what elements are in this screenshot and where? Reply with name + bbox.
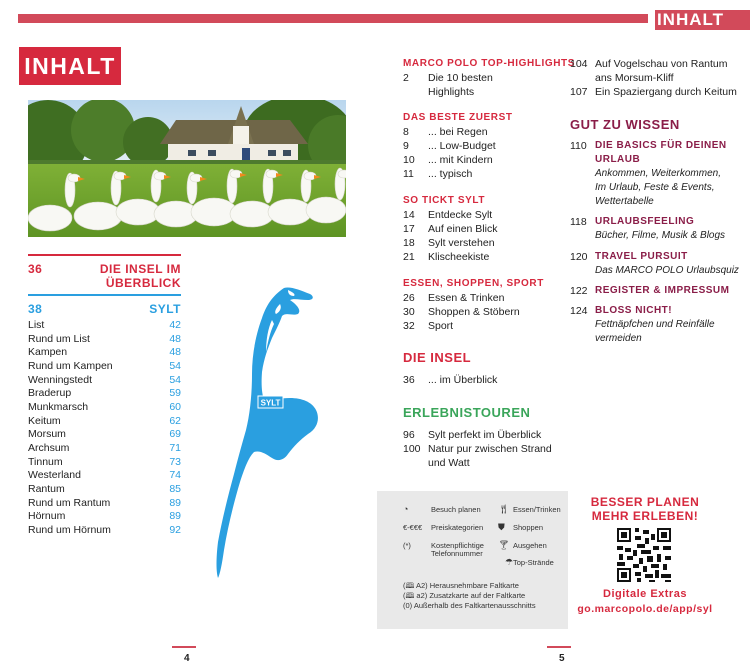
heading-so-tickt-sylt: SO TICKT SYLT (403, 195, 486, 206)
list-item[interactable]: 96 Sylt perfekt im Überblick (403, 429, 542, 441)
cocktail-glass-icon: 🍸︎ (498, 540, 510, 550)
section-title-line1: DIE INSEL IM (99, 262, 181, 276)
heading-erlebnistouren: ERLEBNISTOUREN (403, 405, 531, 420)
legend-note-1: (🕮 A2) Herausnehmbare Faltkarte (403, 581, 519, 590)
legend-shoppen: Shoppen (513, 523, 544, 532)
list-item[interactable]: 9 ... Low-Budget (403, 140, 496, 152)
list-item[interactable]: Westerland 74 (28, 469, 181, 481)
palm-tree-icon: ☂ (505, 557, 514, 567)
list-item[interactable]: List 42 (28, 319, 181, 331)
list-item[interactable]: Wenningstedt 54 (28, 374, 181, 386)
legend-preis-symbol: €-€€€ (403, 523, 423, 532)
list-item[interactable]: 120 TRAVEL PURSUIT Das MARCO POLO Urlaubsquiz (570, 251, 739, 276)
sylt-map (210, 282, 330, 582)
list-item[interactable]: 18 Sylt verstehen (403, 237, 495, 249)
divider-blue (28, 294, 181, 296)
section-title-line2: ÜBERBLICK (105, 276, 181, 290)
header-tab (655, 10, 750, 30)
list-item[interactable]: 30 Shoppen & Stöbern (403, 306, 520, 318)
page-number-right: 5 (559, 653, 565, 664)
list-item[interactable]: Rund um Hörnum 92 (28, 524, 181, 536)
list-item[interactable]: 104 Auf Vogelschau von Rantum ans Morsum-Kliff (570, 58, 728, 84)
legend-box (377, 491, 568, 629)
legend-ausgehen: Ausgehen (513, 541, 547, 550)
section-num-38: 38 (28, 302, 43, 316)
legend-essen: Essen/Trinken (513, 505, 561, 514)
list-item[interactable]: 122 REGISTER & IMPRESSUM (570, 285, 730, 297)
list-item[interactable]: 14 Entdecke Sylt (403, 209, 493, 221)
list-item[interactable]: 17 Auf einen Blick (403, 223, 498, 235)
divider-red (28, 254, 181, 256)
page-line-right (547, 646, 571, 648)
section-num-36: 36 (28, 262, 43, 276)
legend-kosten-line1: Kostenpflichtige (431, 541, 484, 550)
section-title-sylt: SYLT (149, 302, 181, 316)
header-tab-label: INHALT (656, 10, 724, 29)
list-item[interactable]: Braderup 59 (28, 387, 181, 399)
list-item[interactable]: Rund um List 48 (28, 333, 181, 345)
heading-top-highlights: MARCO POLO TOP-HIGHLIGHTS (403, 58, 576, 69)
page-line-left (172, 646, 196, 648)
page-number-left: 4 (184, 653, 190, 664)
legend-note-3: (0) Außerhalb des Faltkartenausschnitts (403, 601, 536, 610)
list-item[interactable]: 21 Klischeekiste (403, 251, 490, 263)
top-bar-left (18, 14, 648, 23)
list-item[interactable]: Archsum 71 (28, 442, 181, 454)
promo-digital-extras: Digitale Extras (603, 588, 687, 600)
list-item[interactable]: 2 Die 10 besten Highlights (403, 72, 493, 98)
promo-line1: BESSER PLANEN (590, 495, 700, 509)
clock-icon: ◔ (403, 504, 409, 514)
list-item[interactable]: Rantum 85 (28, 483, 181, 495)
heading-essen-shoppen-sport: ESSEN, SHOPPEN, SPORT (403, 278, 544, 289)
legend-kosten-symbol: (*) (403, 541, 411, 550)
list-item[interactable]: Rund um Rantum 89 (28, 497, 181, 509)
promo-line2: MEHR ERLEBEN! (591, 509, 699, 523)
list-item[interactable]: 110 DIE BASICS FÜR DEINEN URLAUB Ankommen, Weiterkommen, Im Urlaub, Feste & Events, Wettertabelle (570, 140, 727, 207)
list-item[interactable]: 107 Ein Spaziergang durch Keitum (570, 86, 737, 98)
list-item[interactable]: Hörnum 89 (28, 510, 181, 522)
legend-besuch: Besuch planen (431, 505, 481, 514)
list-item[interactable]: 118 URLAUBSFEELING Bücher, Filme, Musik & Blogs (570, 216, 726, 241)
list-item[interactable]: Rund um Kampen 54 (28, 360, 181, 372)
legend-kosten-line2: Telefonnummer (431, 549, 483, 558)
list-item[interactable]: 124 BLOSS NICHT! Fettnäpfchen und Reinfälle vermeiden (570, 305, 715, 344)
list-item[interactable]: 100 Natur pur zwischen Strand und Watt (403, 443, 552, 469)
heading-die-insel: DIE INSEL (403, 350, 472, 365)
inhalt-title-box (19, 47, 121, 85)
list-item[interactable]: Kampen 48 (28, 346, 181, 358)
sylt-island-shape (217, 287, 318, 578)
list-item[interactable]: 11 ... typisch (403, 168, 473, 180)
cutlery-icon: 🍴︎ (498, 504, 510, 514)
heading-gut-zu-wissen: GUT ZU WISSEN (570, 117, 680, 132)
legend-preis: Preiskategorien (431, 523, 484, 532)
heading-das-beste-zuerst: DAS BESTE ZUERST (403, 112, 513, 123)
page-title: INHALT (24, 53, 116, 79)
qr-code-icon[interactable] (615, 526, 673, 584)
list-item[interactable]: 8 ... bei Regen (403, 126, 488, 138)
list-item[interactable]: Keitum 62 (28, 415, 181, 427)
list-item[interactable]: 36 ... im Überblick (403, 374, 498, 386)
list-item[interactable]: 26 Essen & Trinken (403, 292, 505, 304)
map-label-sylt: SYLT (260, 398, 281, 408)
promo-url-link[interactable]: go.marcopolo.de/app/syl (577, 603, 713, 615)
list-item[interactable]: Tinnum 73 (28, 456, 181, 468)
list-item[interactable]: 10 ... mit Kindern (403, 154, 493, 166)
legend-strand: Top-Strände (513, 558, 554, 567)
photo-geese (28, 100, 346, 237)
list-item[interactable]: 32 Sport (403, 320, 454, 332)
list-item[interactable]: Munkmarsch 60 (28, 401, 181, 413)
list-item[interactable]: Morsum 69 (28, 428, 181, 440)
shopping-basket-icon: ⛊ (498, 522, 505, 532)
legend-note-2: (🕮 a2) Zusatzkarte auf der Faltkarte (403, 591, 526, 600)
